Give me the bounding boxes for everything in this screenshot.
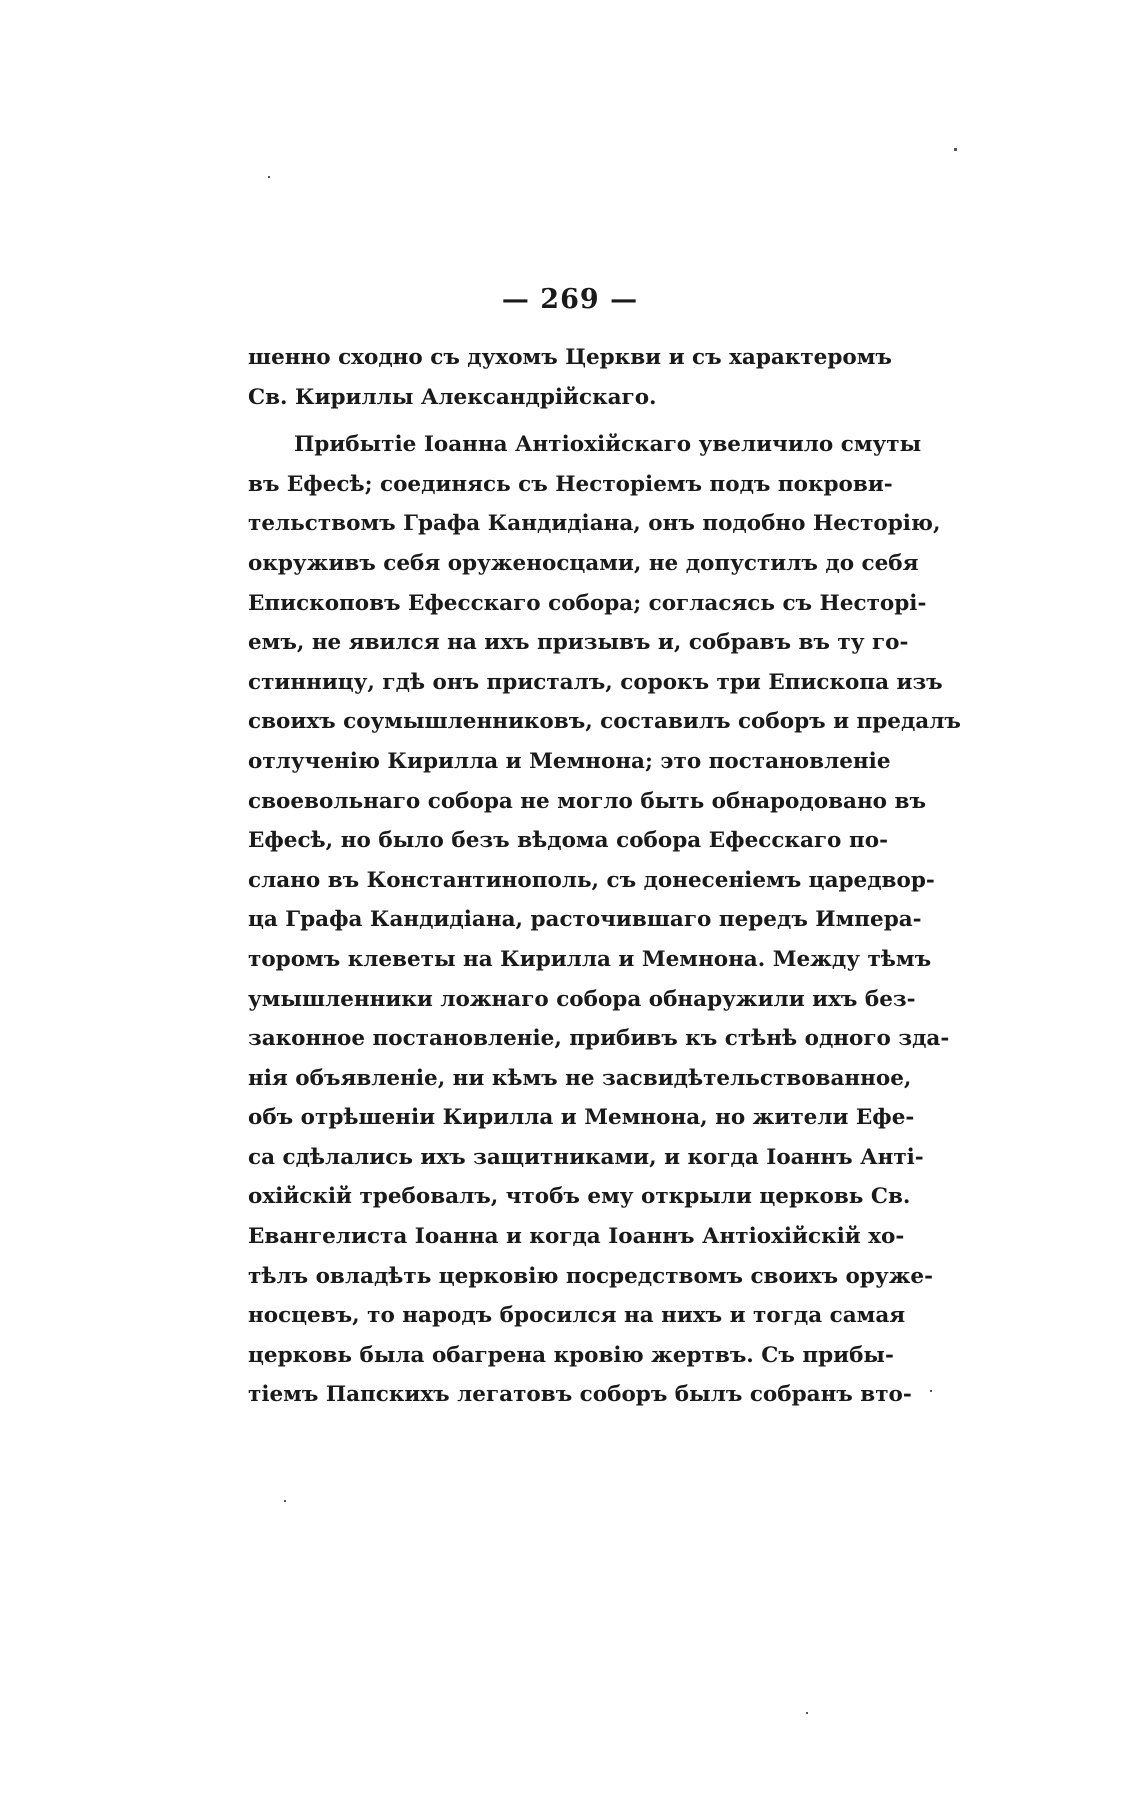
text-line: носцевъ, то народъ бросился на нихъ и тогда самая xyxy=(248,1303,906,1329)
text-line: са сдѣлались ихъ защитниками, и когда Іоаннъ Анті- xyxy=(248,1144,924,1170)
text-line: Прибытіе Іоанна Антіохійскаго увеличило смуты xyxy=(294,432,922,458)
text-line: тельствомъ Графа Кандидіана, онъ подобно Несторію, xyxy=(248,511,941,537)
text-line: стинницу, гдѣ онъ присталъ, сорокъ три Епископа изъ xyxy=(248,669,943,695)
text-line: церковь была обагрена кровію жертвъ. Съ прибы- xyxy=(248,1342,894,1368)
text-line: законное постановленіе, прибивъ къ стѣнѣ одного зда- xyxy=(248,1026,950,1052)
text-line: слано въ Константинополь, съ донесеніемъ царедвор- xyxy=(248,867,935,893)
text-line: окруживъ себя оруженосцами, не допустилъ до себя xyxy=(248,550,919,576)
scan-speck xyxy=(930,1390,932,1392)
text-line: Св. Кириллы Александрійскаго. xyxy=(248,384,657,410)
text-line: Ефесѣ, но было безъ вѣдома собора Ефесскаго по- xyxy=(248,828,888,854)
text-line: тіемъ Папскихъ легатовъ соборъ былъ собранъ вто- xyxy=(248,1382,912,1408)
text-line: ца Графа Кандидіана, расточившаго передъ Импера- xyxy=(248,907,922,933)
text-line: торомъ клеветы на Кирилла и Мемнона. Между тѣмъ xyxy=(248,946,932,972)
text-line: въ Ефесѣ; соединясь съ Несторіемъ подъ покрови- xyxy=(248,471,893,497)
scan-speck xyxy=(954,148,957,151)
text-line: Евангелиста Іоанна и когда Іоаннъ Антіохійскій хо- xyxy=(248,1224,905,1250)
scan-speck xyxy=(806,1712,808,1714)
text-line: своихъ соумышленниковъ, составилъ соборъ и предалъ xyxy=(248,709,961,735)
text-line: отлученію Кирилла и Мемнона; это постановленіе xyxy=(248,748,891,774)
text-line: тѣлъ овладѣть церковію посредствомъ своихъ оруже- xyxy=(248,1263,934,1289)
text-line: емъ, не явился на ихъ призывъ и, собравъ въ ту го- xyxy=(248,630,909,656)
text-line: своевольнаго собора не могло быть обнародовано въ xyxy=(248,788,926,814)
text-line: Епископовъ Ефесскаго собора; согласясь съ Несторі- xyxy=(248,590,927,616)
scan-speck xyxy=(284,1500,286,1502)
text-line: шенно сходно съ духомъ Церкви и съ характеромъ xyxy=(248,345,892,370)
text-line: охійскій требовалъ, чтобъ ему открыли церковь Св. xyxy=(248,1184,911,1210)
text-line: объ отрѣшеніи Кирилла и Мемнона, но жители Ефе- xyxy=(248,1105,915,1131)
text-line: нія объявленіе, ни кѣмъ не засвидѣтельствованное, xyxy=(248,1065,912,1091)
page-number: — 269 — xyxy=(501,284,639,315)
scan-speck xyxy=(268,176,270,178)
text-line: умышленники ложнаго собора обнаружили ихъ без- xyxy=(248,986,916,1012)
body-text xyxy=(248,338,961,1415)
